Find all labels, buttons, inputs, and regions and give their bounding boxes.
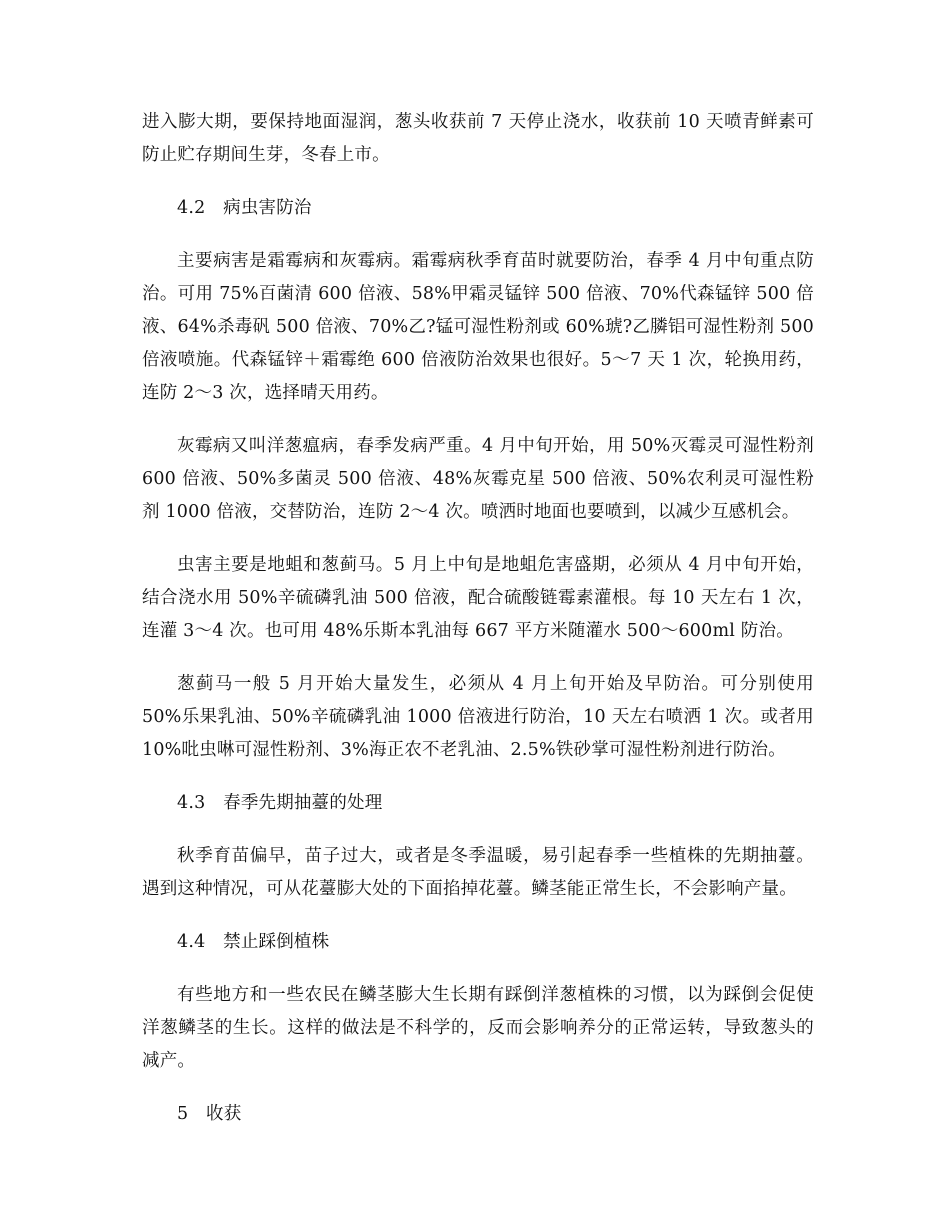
section-heading-5: 5 收获: [177, 1104, 242, 1124]
paragraph-thrips: 葱蓟马一般 5 月开始大量发生，必须从 4 月上旬开始及早防治。可分别使用 50%乐果乳油、50%辛硫磷乳油 1000 倍液进行防治，10 天左右喷洒 1 次。或者用 10%吡虫啉可湿性粉剂、3%海正农不老乳油、2.5%铁砂掌可湿性粉剂进行防治。: [142, 674, 814, 760]
paragraph-gray-mold: 灰霉病又叫洋葱瘟病，春季发病严重。4 月中旬开始，用 50%灭霉灵可湿性粉剂 600 倍液、50%多菌灵 500 倍液、48%灰霉克星 500 倍液、50%农利灵可湿性粉剂 1000 倍液，交替防治，连防 2～4 次。喷洒时地面也要喷到，以减少互感机会。: [142, 436, 814, 522]
paragraph-diseases: 主要病害是霜霉病和灰霉病。霜霉病秋季育苗时就要防治，春季 4 月中旬重点防治。可用 75%百菌清 600 倍液、58%甲霜灵锰锌 500 倍液、70%代森锰锌 500 倍液、64%杀毒矾 500 倍液、70%乙?锰可湿性粉剂或 60%琥?乙膦铝可湿性粉剂 500 倍液喷施。代森锰锌＋霜霉绝 600 倍液防治效果也很好。5～7 天 1 次，轮换用药，连防 2～3 次，选择晴天用药。: [142, 251, 814, 403]
paragraph-trampling: 有些地方和一些农民在鳞茎膨大生长期有踩倒洋葱植株的习惯，以为踩倒会促使洋葱鳞茎的生长。这样的做法是不科学的，反而会影响养分的正常运转，导致葱头的减产。: [142, 985, 814, 1071]
paragraph-continuation: 进入膨大期，要保持地面湿润，葱头收获前 7 天停止浇水，收获前 10 天喷青鲜素可防止贮存期间生芽，冬春上市。: [142, 112, 814, 165]
paragraph-bolting: 秋季育苗偏早，苗子过大，或者是冬季温暖，易引起春季一些植株的先期抽薹。遇到这种情况，可从花薹膨大处的下面掐掉花薹。鳞茎能正常生长，不会影响产量。: [142, 846, 814, 899]
section-heading-4-2: 4.2 病虫害防治: [177, 198, 312, 218]
section-heading-4-3: 4.3 春季先期抽薹的处理: [177, 793, 383, 813]
document-body: [142, 106, 814, 1151]
section-heading-4-4: 4.4 禁止踩倒植株: [177, 932, 330, 952]
paragraph-pests: 虫害主要是地蛆和葱蓟马。5 月上中旬是地蛆危害盛期，必须从 4 月中旬开始，结合浇水用 50%辛硫磷乳油 500 倍液，配合硫酸链霉素灌根。每 10 天左右 1 次，连灌 3～4 次。也可用 48%乐斯本乳油每 667 平方米随灌水 500～600ml 防治。: [142, 555, 814, 641]
